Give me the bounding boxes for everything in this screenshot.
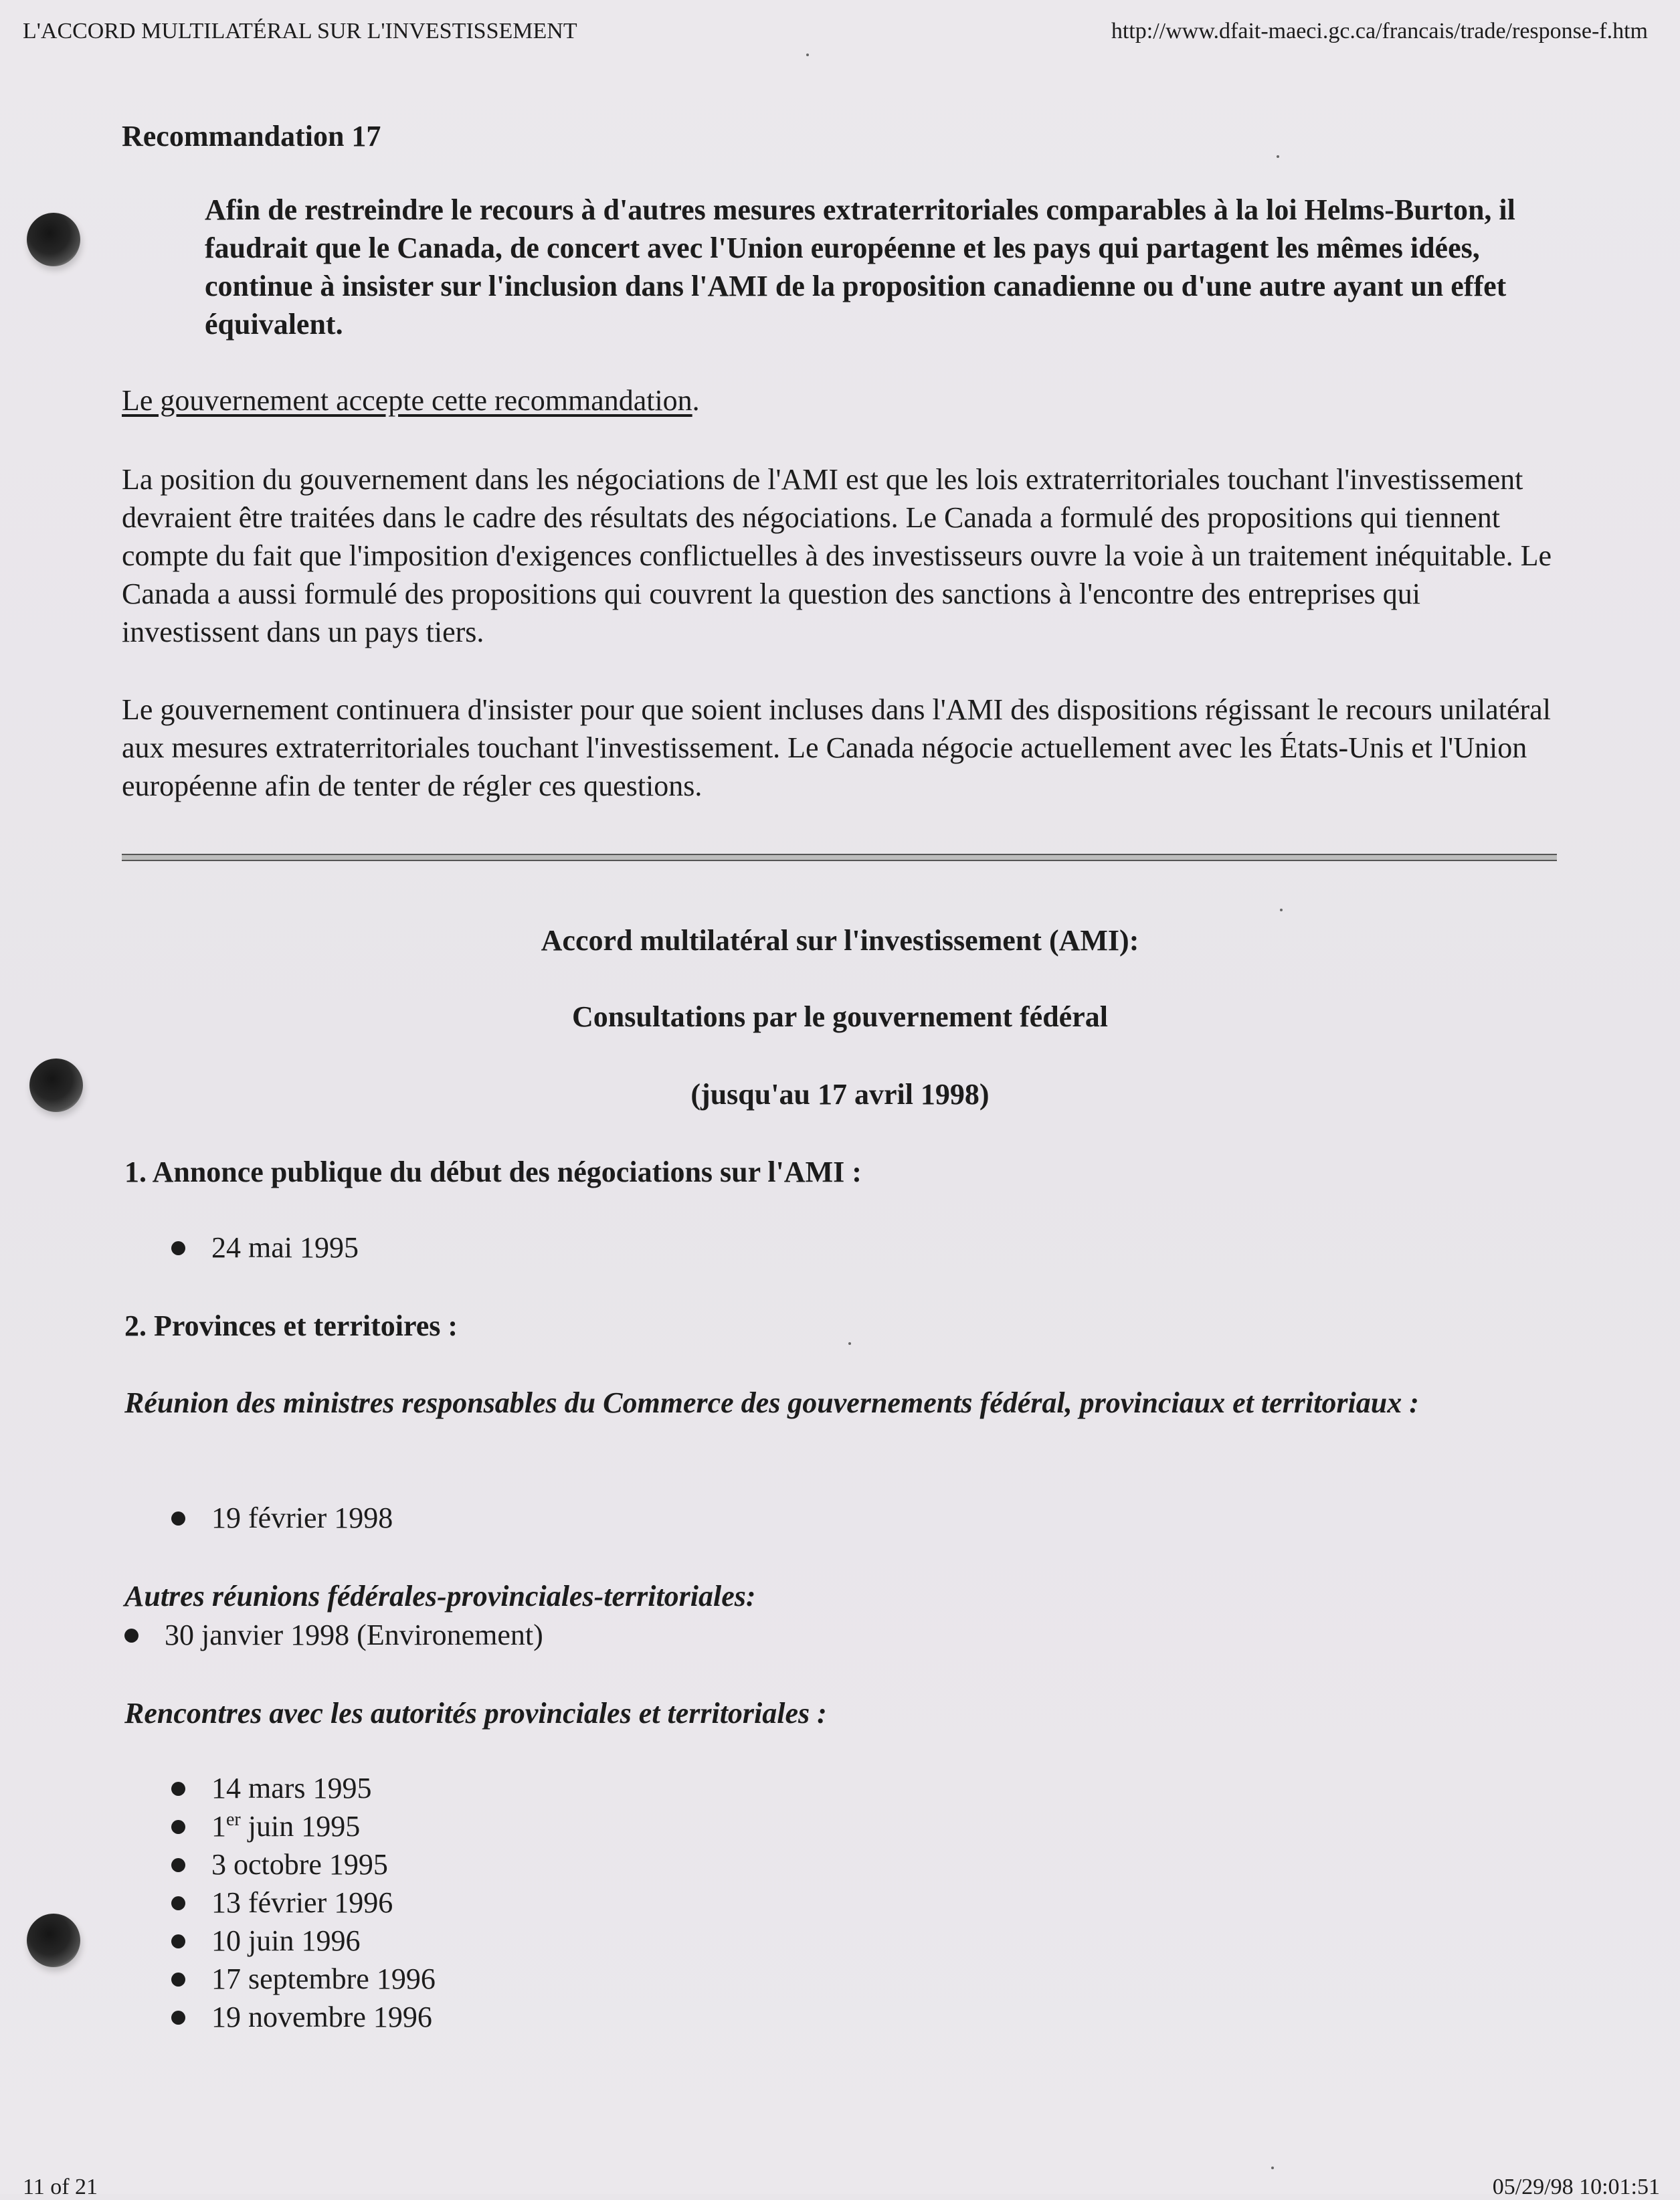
acceptance-text: Le gouvernement accepte cette recommandation xyxy=(122,384,692,417)
section-2-heading: 2. Provinces et territoires : xyxy=(124,1309,458,1342)
fpt-meetings-list xyxy=(124,1616,543,1654)
section-divider xyxy=(122,854,1557,861)
list-item: 19 novembre 1996 xyxy=(171,1998,436,2036)
fpt-meetings-heading: Autres réunions fédérales-provinciales-territoriales: xyxy=(124,1580,756,1613)
list-item: 17 septembre 1996 xyxy=(171,1960,436,1998)
print-timestamp: 05/29/98 10:01:51 xyxy=(1492,2175,1660,2199)
ministers-heading: Réunion des ministres responsables du Commerce des gouvernements fédéral, provinciaux et territoriaux : xyxy=(124,1386,1419,1419)
provincial-meetings-list xyxy=(171,1769,436,2036)
acceptance-period: . xyxy=(692,384,700,417)
section-1-heading: 1. Annonce publique du début des négociations sur l'AMI : xyxy=(124,1156,862,1188)
acceptance-statement xyxy=(122,383,700,418)
list-item: 13 février 1996 xyxy=(171,1884,436,1922)
annex-title: Accord multilatéral sur l'investissement (AMI): xyxy=(541,924,1139,957)
list-item: 24 mai 1995 xyxy=(171,1228,359,1267)
header-title: L'ACCORD MULTILATÉRAL SUR L'INVESTISSEMENT xyxy=(23,19,577,43)
punch-hole-top xyxy=(27,213,80,266)
list-item: 30 janvier 1998 (Environement) xyxy=(124,1616,543,1654)
scan-speck xyxy=(1280,909,1283,911)
list-item: 3 octobre 1995 xyxy=(171,1845,436,1884)
recommendation-text: Afin de restreindre le recours à d'autres mesures extraterritoriales comparables à la loi Helms-Burton, il faudrait que le Canada, de concert avec l'Union européenne et les pays qui partagent les mêmes idées, continue à insister sur l'inclusion dans l'AMI de la proposition canadienne ou d'une autre ayant un effet équivalent. xyxy=(205,193,1515,341)
provincial-meetings-heading: Rencontres avec les autorités provinciales et territoriales : xyxy=(124,1697,827,1730)
ministers-list xyxy=(171,1499,393,1537)
response-paragraph-1: La position du gouvernement dans les négociations de l'AMI est que les lois extraterritoriales touchant l'investissement devraient être traitées dans le cadre des résultats des négociations. Le Canada a formulé des propositions qui tiennent compte du fait que l'imposition d'exigences conflictuelles à des investisseurs ouvre la voie à un traitement inéquitable. Le Canada a aussi formulé des propositions qui couvrent la question des sanctions à l'encontre des entreprises qui investissent dans un pays tiers. xyxy=(122,463,1552,648)
list-item: 1er juin 1995 xyxy=(171,1807,436,1845)
scan-speck xyxy=(1277,155,1279,158)
punch-hole-bottom xyxy=(27,1914,80,1967)
page-number: 11 of 21 xyxy=(23,2175,98,2199)
list-item: 19 février 1998 xyxy=(171,1499,393,1537)
scan-speck xyxy=(848,1342,851,1345)
response-paragraph-2: Le gouvernement continuera d'insister pour que soient incluses dans l'AMI des dispositions régissant le recours unilatéral aux mesures extraterritoriales touchant l'investissement. Le Canada négocie actuellement avec les États-Unis et l'Union européenne afin de tenter de régler ces questions. xyxy=(122,693,1551,802)
annex-subtitle: Consultations par le gouvernement fédéral xyxy=(572,1000,1108,1033)
header-url: http://www.dfait-maeci.gc.ca/francais/trade/response-f.htm xyxy=(1111,19,1648,43)
recommendation-title: Recommandation 17 xyxy=(122,120,381,153)
section-1-list xyxy=(171,1228,359,1267)
list-item: 10 juin 1996 xyxy=(171,1922,436,1960)
annex-date-range: (jusqu'au 17 avril 1998) xyxy=(690,1078,990,1111)
scan-speck xyxy=(806,54,809,56)
scan-speck xyxy=(1271,2167,1274,2169)
list-item: 14 mars 1995 xyxy=(171,1769,436,1807)
